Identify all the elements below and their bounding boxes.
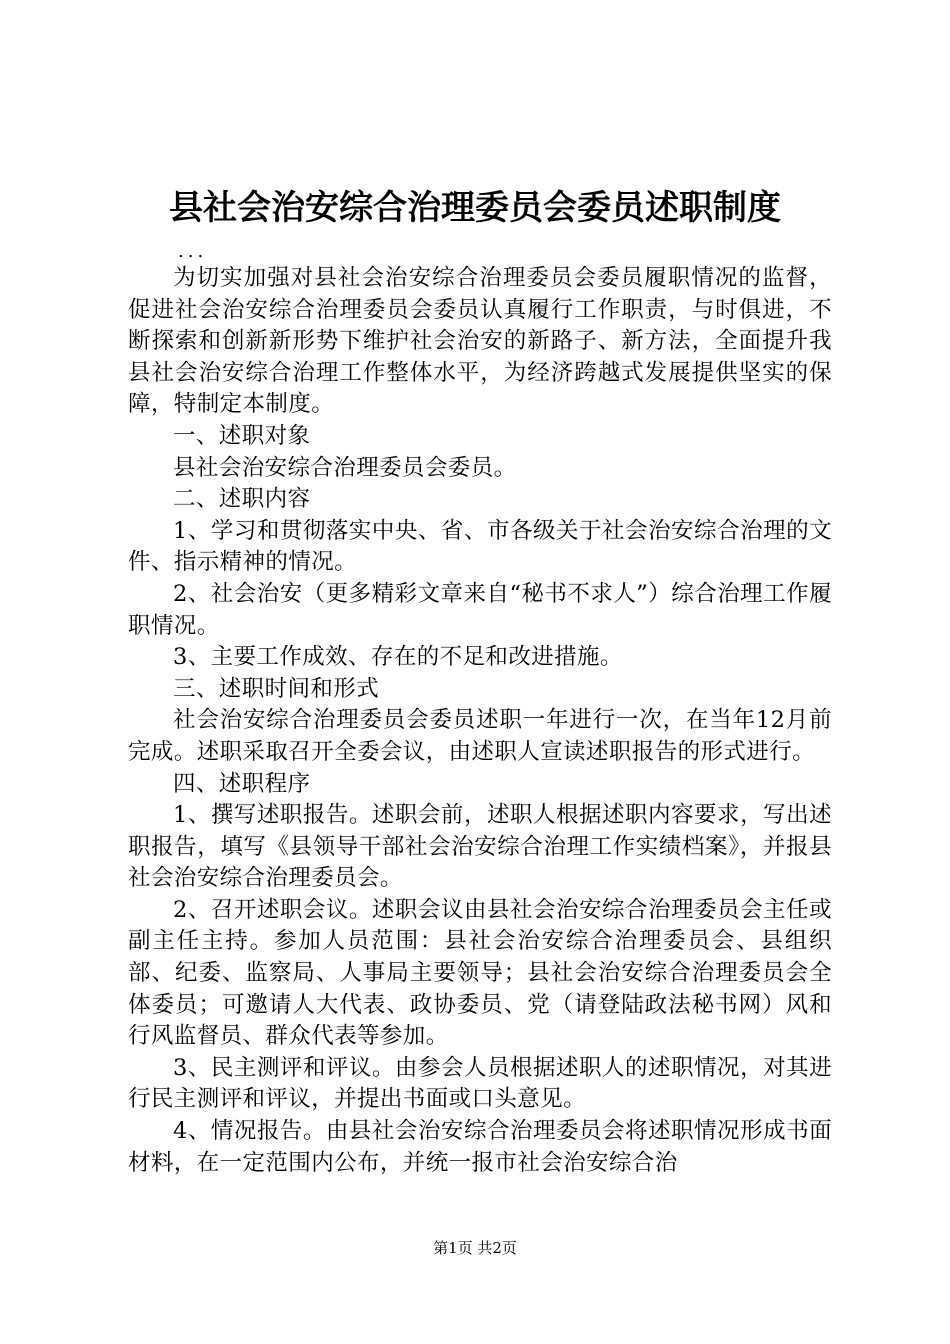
paragraph: 县社会治安综合治理委员会委员。 bbox=[173, 454, 517, 481]
document-title: 县社会治安综合治理委员会委员述职制度 bbox=[169, 188, 781, 228]
paragraph: 1、学习和贯彻落实中央、省、市各级关于社会治安综合治理的文件、指示精神的情况。 bbox=[128, 517, 832, 576]
paragraph-intro: 为切实加强对县社会治安综合治理委员会委员履职情况的监督，促进社会治安综合治理委员会委员认真履行工作职责，与时俱进，不断探索和创新新形势下维护社会治安的新路子、新方法，全面提升我县社会治安综合治理工作整体水平，为经济跨越式发展提供坚实的保障，特制定本制度。 bbox=[128, 265, 832, 418]
section-heading-3: 三、述职时间和形式 bbox=[173, 675, 380, 702]
paragraph: 社会治安综合治理委员会委员述职一年进行一次，在当年12月前完成。述职采取召开全委会议，由述职人宣读述职报告的形式进行。 bbox=[128, 707, 832, 765]
paragraph: 2、社会治安（更多精彩文章来自“秘书不求人”）综合治理工作履职情况。 bbox=[128, 580, 832, 639]
paragraph: 1、撰写述职报告。述职会前，述职人根据述职内容要求，写出述职报告，填写《县领导干部社会治安综合治理工作实绩档案》，并报县社会治安综合治理委员会。 bbox=[128, 802, 832, 892]
paragraph: 4、情况报告。由县社会治安综合治理委员会将述职情况形成书面材料，在一定范围内公布，并统一报市社会治安综合治 bbox=[128, 1118, 832, 1176]
paragraph: 2、召开述职会议。述职会议由县社会治安综合治理委员会主任或副主任主持。参加人员范围：县社会治安综合治理委员会、县组织部、纪委、监察局、人事局主要领导；县社会治安综合治理委员会全体委员；可邀请人大代表、政协委员、党（请登陆政法秘书网）风和行风监督员、群众代表等参加。 bbox=[128, 896, 832, 1050]
document-body bbox=[128, 263, 832, 1179]
ellipsis-marker: ... bbox=[178, 241, 208, 262]
section-heading-2: 二、述职内容 bbox=[173, 486, 311, 513]
section-heading-4: 四、述职程序 bbox=[173, 770, 311, 797]
section-heading-1: 一、述职对象 bbox=[173, 422, 311, 449]
page-footer: 第1页 共2页 bbox=[433, 1239, 517, 1257]
paragraph: 3、民主测评和评议。由参会人员根据述职人的述职情况，对其进行民主测评和评议，并提出书面或口头意见。 bbox=[128, 1054, 832, 1113]
paragraph: 3、主要工作成效、存在的不足和改进措施。 bbox=[173, 644, 623, 671]
